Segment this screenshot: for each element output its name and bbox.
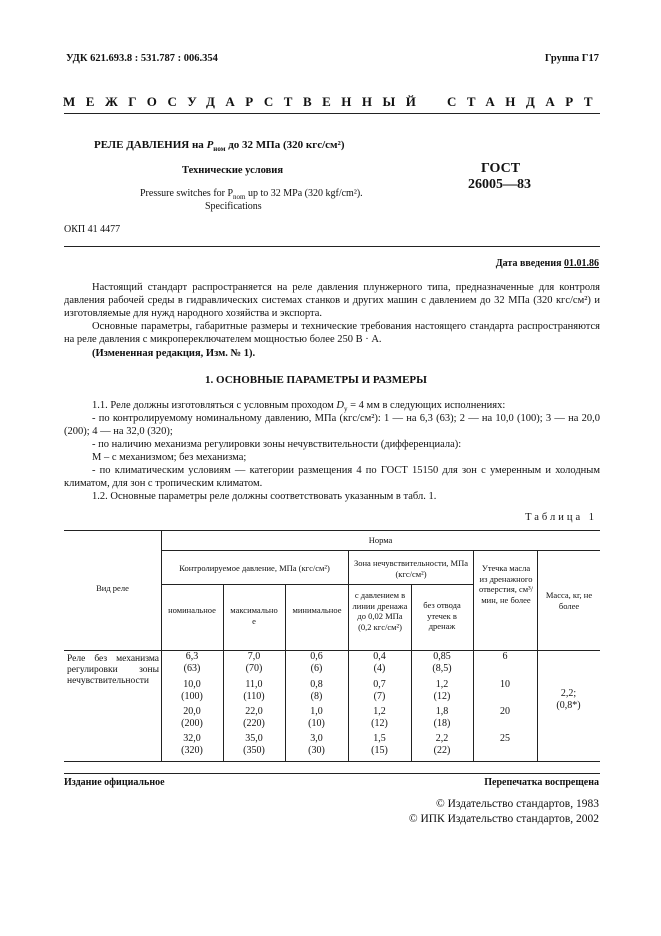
group-code: Группа Г17 [544, 53, 599, 64]
cell-leak-1: 6 [502, 651, 508, 662]
banner-standard: СТАНДАРТ [446, 94, 603, 109]
okp-code: ОКП 41 4477 [64, 224, 121, 235]
clause-1-1-item-mechanism-options: М – с механизмом; без механизма; [92, 452, 247, 463]
cell-min-3: 1,0 [310, 706, 323, 717]
cell-z1-4: 1,5 [373, 733, 386, 744]
cell-z1-kgf-2: (7) [373, 691, 386, 702]
header-controlled-pressure: Контролируемое давление, МПа (кгс/см²) [179, 563, 330, 573]
header-minimum: минимальное [292, 605, 342, 615]
cell-z2-1: 0,85 [433, 651, 451, 662]
cell-nom-3: 20,0 [183, 706, 201, 717]
cell-z1-3: 1,2 [373, 706, 386, 717]
divider [64, 246, 600, 247]
clause-1-1-item-pressure: - по контролируемому номинальному давлению, МПа (кгс/см²): 1 — на 6,3 (63); 2 — на 10,0 (100); 3 — на 20,0 (200); 4 — на 32,0 (320); [64, 413, 600, 437]
copyright-2002: © ИПК Издательство стандартов, 2002 [408, 813, 599, 825]
clause-1-1: 1.1. Реле должны изготовляться с условным проходом $D_у = 4$ мм в следующих исполнениях: [92, 400, 506, 414]
section-1-heading: 1. ОСНОВНЫЕ ПАРАМЕТРЫ И РАЗМЕРЫ [205, 374, 427, 386]
copyright-1983: © Издательство стандартов, 1983 [435, 798, 599, 810]
cell-z1-2: 0,7 [373, 679, 386, 690]
cell-z1-kgf-3: (12) [371, 718, 388, 729]
header-mass: Масса, кг, не более [545, 590, 593, 611]
cell-max-3: 22,0 [245, 706, 263, 717]
cell-nom-2: 10,0 [183, 679, 201, 690]
cell-z2-kgf-4: (22) [433, 745, 451, 756]
cell-min-4: 3,0 [310, 733, 323, 744]
banner-interstate: МЕЖГОСУДАРСТВЕННЫЙ [63, 94, 427, 109]
table-caption: Таблица 1 [525, 512, 597, 523]
cell-min-1: 0,6 [310, 651, 323, 662]
cell-nom-4: 32,0 [183, 733, 201, 744]
cell-min-kgf-1: (6) [310, 663, 323, 674]
document-subtitle: Технические условия [182, 165, 284, 176]
cell-nom-kgf-3: (200) [181, 718, 203, 729]
cell-max-2: 11,0 [245, 679, 263, 690]
cell-max-kgf-1: (70) [245, 663, 263, 674]
cell-mass-kgf: (0,8*) [556, 700, 581, 711]
cell-max-kgf-3: (220) [243, 718, 265, 729]
header-without-drain: без отвода утечек в дренаж [423, 600, 461, 631]
cell-max-kgf-2: (110) [243, 691, 265, 702]
header-dead-zone: Зона нечувствительности, МПа (кгс/см²) [354, 558, 468, 579]
divider [64, 113, 600, 114]
cell-z1-kgf-4: (15) [371, 745, 388, 756]
cell-max-1: 7,0 [247, 651, 261, 662]
official-edition: Издание официальное [64, 777, 165, 788]
header-with-drain: с давлением в линии дренажа до 0,02 МПа (0,2 кгс/см²) [352, 590, 408, 632]
udk-code: УДК 621.693.8 : 531.787 : 006.354 [66, 53, 218, 64]
header-nominal: номинальное [168, 605, 216, 615]
cell-z2-3: 1,8 [435, 706, 449, 717]
cell-leak-3: 20 [500, 706, 510, 717]
clause-1-2: 1.2. Основные параметры реле должны соответствовать указанным в табл. 1. [92, 491, 437, 502]
gost-number: 26005—83 [468, 177, 531, 192]
cell-z2-kgf-2: (12) [433, 691, 451, 702]
cell-nom-kgf-2: (100) [181, 691, 203, 702]
intro-paragraph-2: Основные параметры, габаритные размеры и технические требования настоящего стандарта распространяются на реле давления с микропереключателем мощностью более 250 В · А. [64, 321, 600, 345]
cell-max-kgf-4: (350) [243, 745, 265, 756]
intro-date: Дата введения 01.01.86 [495, 258, 599, 269]
cell-z1-1: 0,4 [373, 651, 386, 662]
gost-label: ГОСТ [481, 161, 521, 176]
header-maximum: максимальное [230, 605, 278, 626]
cell-min-kgf-4: (30) [308, 745, 325, 756]
cell-nom-kgf-1: (63) [183, 663, 201, 674]
cell-z2-2: 1,2 [435, 679, 449, 690]
header-norm: Норма [368, 535, 393, 545]
amendment-note: (Измененная редакция, Изм. № 1). [92, 348, 256, 359]
row-label: Реле без механизма регулировки зоны нечувствительности [67, 654, 159, 686]
intro-paragraph-1: Настоящий стандарт распространяется на реле давления плунжерного типа, предназначенные для контроля давления рабочей среды в гидравлических системах станков и других машин с давлением до 32 МПа (320 кгс/см²) и изготовляемые для нужд народного хозяйства и экспорта. [64, 282, 600, 319]
clause-1-1-item-climate: - по климатическим условиям — категории размещения 4 по ГОСТ 15150 для зон с умеренным и холодным климатом, для зон с тропическим климатом. [64, 465, 600, 489]
cell-min-kgf-3: (10) [308, 718, 325, 729]
reprint-notice: Перепечатка воспрещена [484, 777, 599, 788]
cell-z2-4: 2,2 [435, 733, 449, 744]
header-leakage: Утечка масла из дренажного отверстия, см³/мин, не более [478, 563, 534, 605]
cell-nom-1: 6,3 [185, 651, 199, 662]
cell-leak-2: 10 [500, 679, 510, 690]
clause-1-1-item-mechanism: - по наличию механизма регулировки зоны нечувствительности (дифференциала): [92, 439, 462, 450]
document-title: РЕЛЕ ДАВЛЕНИЯ на $P_{ном}$ до 32 МПа (320 кгс/см²) [94, 139, 345, 154]
divider [64, 773, 600, 774]
cell-nom-kgf-4: (320) [181, 745, 203, 756]
cell-z2-kgf-1: (8,5) [432, 663, 452, 674]
cell-min-2: 0,8 [310, 679, 323, 690]
cell-leak-4: 25 [500, 733, 510, 744]
cell-mass: 2,2; [560, 688, 577, 699]
cell-z2-kgf-3: (18) [433, 718, 451, 729]
cell-min-kgf-2: (8) [310, 691, 323, 702]
cell-z1-kgf-1: (4) [373, 663, 386, 674]
english-title-line2: Specifications [205, 201, 262, 212]
english-title: Pressure switches for $P_{nom}$ up to 32 MPa (320 kgf/cm²). [140, 188, 363, 201]
header-kind: Вид реле [96, 583, 129, 593]
cell-max-4: 35,0 [245, 733, 263, 744]
